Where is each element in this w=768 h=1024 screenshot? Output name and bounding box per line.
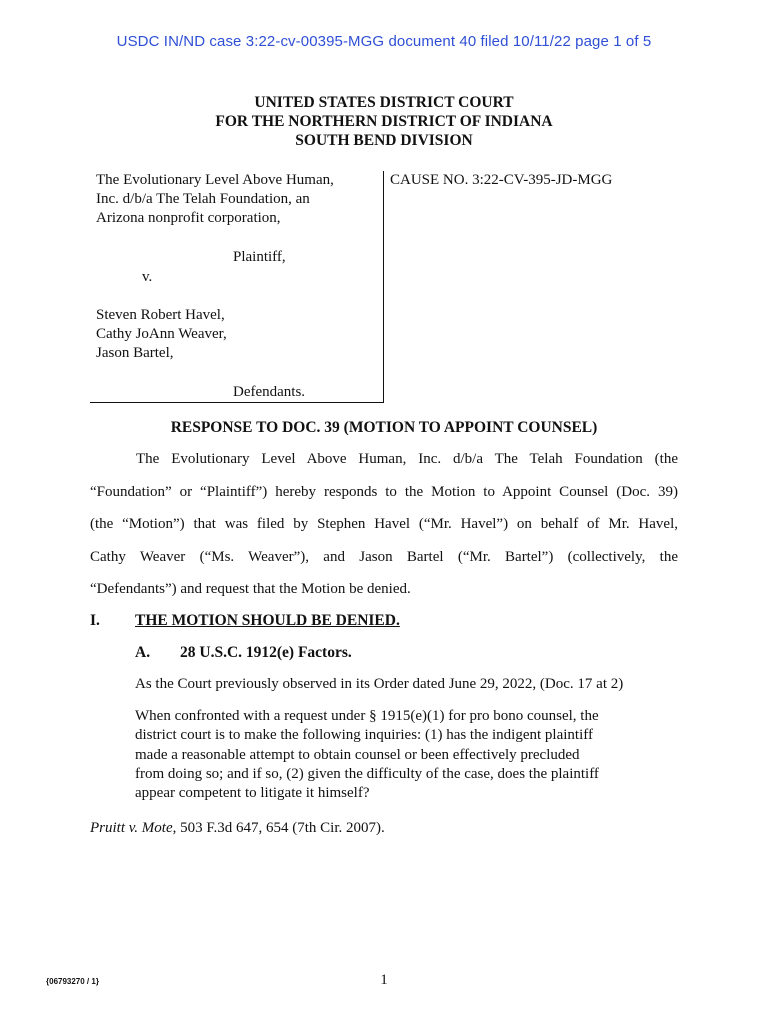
block-quote: [135, 707, 635, 803]
court-line-3: SOUTH BEND DIVISION: [295, 132, 473, 149]
page-number: 1: [380, 972, 388, 988]
section-title-1-text: THE MOTION SHOULD BE DENIED: [135, 612, 396, 629]
defendant-2: Cathy JoAnn Weaver,: [96, 326, 227, 342]
document-id: {06793270 / 1}: [46, 977, 99, 986]
cause-number: CAUSE NO. 3:22-CV-395-JD-MGG: [390, 172, 613, 188]
court-heading: [0, 93, 768, 150]
court-line-1: UNITED STATES DISTRICT COURT: [254, 94, 514, 111]
intro-line-2: “Foundation” or “Plaintiff”) hereby responds to the Motion to Appoint Counsel (Doc. 39): [90, 483, 678, 500]
defendant-1: Steven Robert Havel,: [96, 307, 225, 323]
intro-line-4: Cathy Weaver (“Ms. Weaver”), and Jason Bartel (“Mr. Bartel”) (collectively, the: [90, 548, 678, 565]
quote-line-3: made a reasonable attempt to obtain counsel or been effectively precluded: [135, 746, 580, 763]
section-title-1-period: .: [395, 612, 400, 629]
versus: v.: [142, 269, 153, 285]
quote-line-5: appear competent to litigate it himself?: [135, 785, 370, 802]
document-title: RESPONSE TO DOC. 39 (MOTION TO APPOINT COUNSEL): [170, 419, 598, 436]
intro-paragraph: [90, 443, 678, 606]
case-caption: [90, 171, 750, 403]
caption-parties: [90, 171, 384, 403]
citation-case-name: Pruitt v. Mote: [90, 820, 173, 836]
section-title-1: [135, 612, 400, 630]
intro-line-3: (the “Motion”) that was filed by Stephen Havel (“Mr. Havel”) on behalf of Mr. Havel,: [90, 516, 678, 532]
plaintiff-name-line-2: Inc. d/b/a The Telah Foundation, an: [96, 191, 310, 207]
plaintiff-name-line-3: Arizona nonprofit corporation,: [96, 210, 281, 226]
plaintiff-role: Plaintiff,: [233, 249, 286, 265]
quote-line-4: from doing so; and if so, (2) given the difficulty of the case, does the plaintiff: [135, 765, 599, 782]
case-citation: [90, 820, 385, 837]
filing-stamp: USDC IN/ND case 3:22-cv-00395-MGG document 40 filed 10/11/22 page 1 of 5: [116, 33, 652, 50]
court-line-2: FOR THE NORTHERN DISTRICT OF INDIANA: [215, 113, 553, 130]
defendant-3: Jason Bartel,: [96, 345, 174, 361]
quote-line-1: When confronted with a request under § 1915(e)(1) for pro bono counsel, the: [135, 708, 599, 724]
observed-sentence: As the Court previously observed in its Order dated June 29, 2022, (Doc. 17 at 2): [135, 676, 624, 692]
defendant-role: Defendants.: [233, 384, 306, 400]
intro-line-1: The Evolutionary Level Above Human, Inc. d/b/a The Telah Foundation (the: [136, 451, 678, 467]
subsection-number-a: A.: [135, 644, 151, 661]
plaintiff-name-line-1: The Evolutionary Level Above Human,: [96, 172, 334, 188]
section-number-1: I.: [90, 612, 100, 629]
quote-line-2: district court is to make the following inquiries: (1) has the indigent plaintiff: [135, 727, 593, 744]
intro-line-5: “Defendants”) and request that the Motion be denied.: [90, 581, 411, 597]
subsection-title-a: 28 U.S.C. 1912(e) Factors.: [180, 644, 352, 661]
citation-reporter: , 503 F.3d 647, 654 (7th Cir. 2007).: [172, 820, 385, 836]
